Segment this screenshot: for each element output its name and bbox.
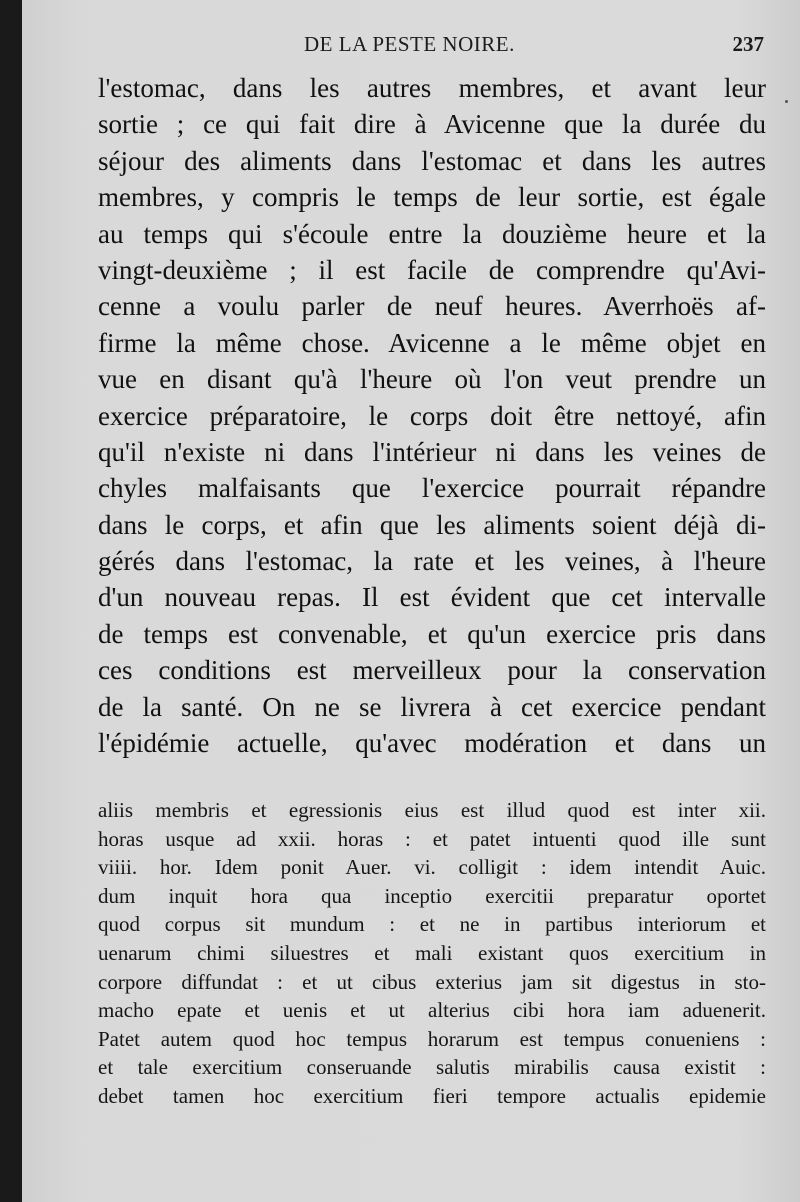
text-line: de la santé. On ne se livrera à cet exercice pendant [98, 691, 766, 722]
text-line: Patet autem quod hoc tempus horarum est tempus conueniens : [98, 1026, 766, 1051]
text-line: membres, y compris le temps de leur sortie, est égale [98, 182, 766, 213]
text-line: dans le corps, et afin que les aliments soient déjà di- [98, 509, 766, 540]
paper-speck [785, 100, 788, 103]
text-line: dum inquit hora qua inceptio exercitii preparatur oportet [98, 883, 766, 908]
page-number: 237 [732, 32, 764, 56]
text-line: viiii. hor. Idem ponit Auer. vi. colligit : idem intendit Auic. [98, 855, 766, 880]
text-line: sortie ; ce qui fait dire à Avicenne que la durée du [98, 109, 766, 140]
text-line: macho epate et uenis et ut alterius cibi hora iam aduenerit. [98, 998, 766, 1023]
text-line: exercice préparatoire, le corps doit être nettoyé, afin [98, 400, 766, 431]
page-header [22, 32, 800, 62]
french-translation-text [98, 70, 766, 761]
text-line: de temps est convenable, et qu'un exercice pris dans [98, 618, 766, 649]
text-line: gérés dans l'estomac, la rate et les veines, à l'heure [98, 546, 766, 577]
text-line: l'épidémie actuelle, qu'avec modération et dans un [98, 728, 766, 759]
text-line: vue en disant qu'à l'heure où l'on veut prendre un [98, 364, 766, 395]
text-line: chyles malfaisants que l'exercice pourrait répandre [98, 473, 766, 504]
text-line: qu'il n'existe ni dans l'intérieur ni dans les veines de [98, 436, 766, 467]
text-line: quod corpus sit mundum : et ne in partibus interiorum et [98, 912, 766, 937]
running-title: DE LA PESTE NOIRE. [304, 32, 515, 56]
text-line: aliis membris et egressionis eius est illud quod est inter xii. [98, 798, 766, 822]
text-line: au temps qui s'écoule entre la douzième heure et la [98, 218, 766, 249]
latin-original-text [98, 796, 766, 1111]
book-page [22, 0, 800, 1202]
text-line: d'un nouveau repas. Il est évident que cet intervalle [98, 582, 766, 613]
text-line: cenne a voulu parler de neuf heures. Averrhoës af- [98, 291, 766, 322]
text-line: uenarum chimi siluestres et mali existant quos exercitium in [98, 940, 766, 965]
text-line: debet tamen hoc exercitium fieri tempore actualis epidemie [98, 1083, 766, 1108]
text-line: horas usque ad xxii. horas : et patet intuenti quod ille sunt [98, 826, 766, 851]
text-line: corpore diffundat : et ut cibus exterius jam sit digestus in sto- [98, 969, 766, 994]
text-line: ces conditions est merveilleux pour la conservation [98, 655, 766, 686]
text-line: firme la même chose. Avicenne a le même objet en [98, 327, 766, 358]
text-line: et tale exercitium conseruande salutis mirabilis causa existit : [98, 1055, 766, 1080]
text-line: vingt-deuxième ; il est facile de comprendre qu'Avi- [98, 254, 766, 285]
text-line: l'estomac, dans les autres membres, et avant leur [98, 73, 766, 103]
text-line: séjour des aliments dans l'estomac et dans les autres [98, 145, 766, 176]
